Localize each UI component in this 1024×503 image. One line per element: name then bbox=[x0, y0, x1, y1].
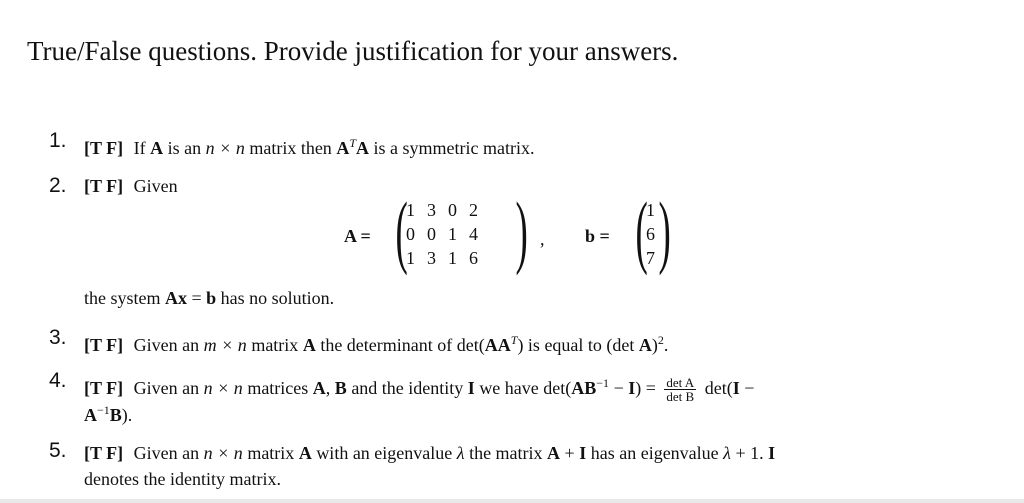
matrix-cell: 0 bbox=[427, 224, 436, 244]
matrix-a: ( 1 3 0 2 0 0 1 4 1 3 1 6 ) bbox=[395, 185, 528, 276]
question-3: [T F] Given an m × n matrix A the determinant of $\det(AA^T)$ is equal to (det A)$^2$. bbox=[84, 333, 669, 355]
question-5-line-2: denotes the identity matrix. bbox=[84, 469, 281, 489]
question-1: [T F] If A is an n × n matrix then $A^TA$ is a symmetric matrix. bbox=[84, 136, 535, 158]
matrix-cell: 4 bbox=[469, 224, 478, 244]
matrix-cell: 2 bbox=[469, 200, 478, 220]
matrix-a-label: A = bbox=[344, 226, 371, 246]
matrix-cell: 1 bbox=[448, 248, 457, 268]
question-number: 3. bbox=[49, 326, 67, 349]
matrix-cell: 1 bbox=[448, 224, 457, 244]
tf-label: [T F] bbox=[84, 176, 124, 196]
vector-b-label: b = bbox=[585, 226, 610, 246]
matrix-cell: 3 bbox=[427, 200, 436, 220]
fraction: $\frac{\text{det A}}{\text{det B}}$ bbox=[666, 375, 695, 405]
tf-label: [T F] bbox=[84, 138, 124, 158]
matrix-cell: 1 bbox=[406, 200, 415, 220]
page-edge bbox=[0, 499, 1024, 503]
question-number: 5. bbox=[49, 439, 67, 462]
page-title: True/False questions. Provide justification for your answers. bbox=[27, 36, 679, 66]
question-2: [T F] Given bbox=[84, 176, 178, 196]
matrix-cell: 0 bbox=[448, 200, 457, 220]
question-number: 2. bbox=[49, 174, 67, 197]
question-4-line-2: $A^{-1}B$). bbox=[84, 403, 133, 425]
separator-comma: , bbox=[540, 229, 545, 249]
tf-label: [T F] bbox=[84, 335, 124, 355]
tf-label: [T F] bbox=[84, 378, 124, 398]
question-2-conclusion: the system Ax = b has no solution. bbox=[84, 288, 335, 308]
question-5: [T F] Given an n × n matrix A with an eigenvalue λ the matrix A + I has an eigenvalue λ + 1. I bbox=[84, 443, 776, 463]
matrix-cell: 6 bbox=[469, 248, 478, 268]
question-number: 1. bbox=[49, 129, 67, 152]
vector-cell: 1 bbox=[646, 200, 655, 220]
matrix-cell: 3 bbox=[427, 248, 436, 268]
matrix-cell: 0 bbox=[406, 224, 415, 244]
vector-cell: 7 bbox=[646, 248, 655, 268]
vector-cell: 6 bbox=[646, 224, 655, 244]
vector-b: ( 1 6 7 ) bbox=[635, 185, 671, 276]
question-4: [T F] Given an n × n matrices A, B and the identity I we have $\det(AB^{-1} - I)$ = $\frac{\text{det A}}{\text{det B}}$ det(I − bbox=[84, 375, 755, 405]
question-number: 4. bbox=[49, 369, 67, 392]
matrix-cell: 1 bbox=[406, 248, 415, 268]
tf-label: [T F] bbox=[84, 443, 124, 463]
